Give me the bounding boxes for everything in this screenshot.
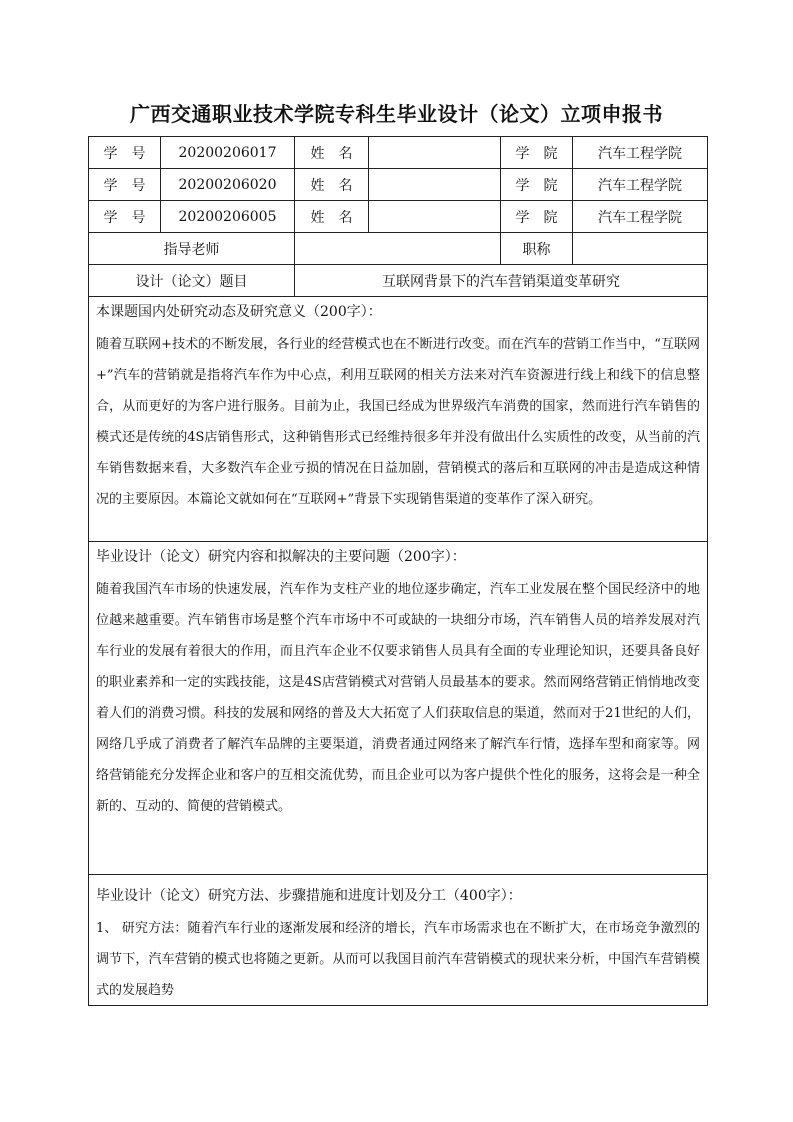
application-form-table xyxy=(88,136,708,1006)
student-row-3 xyxy=(89,201,708,233)
section-body[interactable]: 随着我国汽车市场的快速发展，汽车作为支柱产业的地位逐步确定，汽车工业发展在整个国民经济中的地位越来越重要。汽车销售市场是整个汽车市场中不可或缺的一块细分市场，汽车销售人员的培养发展对汽车行业的发展有着很大的作用，而且汽车企业不仅要求销售人员具有全面的专业理论知识，还要具备良好的职业素养和一定的实践技能，这是4S店营销模式对营销人员最基本的要求。然而网络营销正悄悄地改变着人们的消费习惯。科技的发展和网络的普及大大拓宽了人们获取信息的渠道，然而对于21世纪的人们，网络几乎成了消费者了解汽车品牌的主要渠道，消费者通过网络来了解汽车行情，选择车型和商家等。网络营销能充分发挥企业和客户的互相交流优势，而且企业可以为客户提供个性化的服务，这将会是一种全新的、互动的、简便的营销模式。 xyxy=(96,582,700,814)
college-value[interactable]: 汽车工程学院 xyxy=(573,137,708,169)
page-title: 广西交通职业技术学院专科生毕业设计（论文）立项申报书 xyxy=(130,102,663,126)
section-heading: 毕业设计（论文）研究内容和拟解决的主要问题（200字）： xyxy=(96,549,466,565)
student-id-value[interactable]: 20200206020 xyxy=(161,169,295,201)
student-id-value[interactable]: 20200206005 xyxy=(161,201,295,233)
rank-value[interactable] xyxy=(573,233,708,265)
section-heading: 本课题国内处研究动态及研究意义（200字）： xyxy=(96,304,382,320)
college-label: 学 院 xyxy=(501,169,573,201)
student-id-label: 学 号 xyxy=(89,169,161,201)
student-name-label: 姓 名 xyxy=(295,137,369,169)
advisor-row xyxy=(89,233,708,265)
section-body[interactable]: 随着互联网+技术的不断发展，各行业的经营模式也在不断进行改变。而在汽车的营销工作当中，“互联网+”汽车的营销就是指将汽车作为中心点，利用互联网的相关方法来对汽车资源进行线上和线下的信息整合，从而更好的为客户进行服务。目前为止，我国已经成为世界级汽车消费的国家，然而进行汽车销售的模式还是传统的4S店销售形式，这种销售形式已经维持很多年并没有做出什么实质性的改变，从当前的汽车销售数据来看，大多数汽车企业亏损的情况在日益加剧，营销模式的落后和互联网的冲击是造成这种情况的主要原因。本篇论文就如何在“互联网+”背景下实现销售渠道的变革作了深入研究。 xyxy=(96,337,700,507)
topic-label: 设计（论文）题目 xyxy=(89,265,295,297)
student-name-value[interactable] xyxy=(369,201,501,233)
section-research-method xyxy=(89,875,708,1006)
section-heading: 毕业设计（论文）研究方法、步骤措施和进度计划及分工（400字）： xyxy=(96,888,522,904)
college-label: 学 院 xyxy=(501,201,573,233)
college-value[interactable]: 汽车工程学院 xyxy=(573,169,708,201)
student-name-value[interactable] xyxy=(369,137,501,169)
student-name-label: 姓 名 xyxy=(295,201,369,233)
student-name-value[interactable] xyxy=(369,169,501,201)
college-value[interactable]: 汽车工程学院 xyxy=(573,201,708,233)
student-id-label: 学 号 xyxy=(89,137,161,169)
topic-row xyxy=(89,265,708,297)
student-name-label: 姓 名 xyxy=(295,169,369,201)
section-research-status xyxy=(89,297,708,542)
section-research-content xyxy=(89,542,708,875)
section-body[interactable]: 1、 研究方法：随着汽车行业的逐渐发展和经济的增长，汽车市场需求也在不断扩大，在市场竞争激烈的调节下，汽车营销的模式也将随之更新。从而可以我国目前汽车营销模式的现状来分析，中国汽车营销模式的发展趋势 xyxy=(96,921,700,998)
student-row-2 xyxy=(89,169,708,201)
rank-label: 职称 xyxy=(501,233,573,265)
student-id-value[interactable]: 20200206017 xyxy=(161,137,295,169)
advisor-value[interactable] xyxy=(295,233,501,265)
topic-value[interactable]: 互联网背景下的汽车营销渠道变革研究 xyxy=(295,265,708,297)
student-row-1 xyxy=(89,137,708,169)
college-label: 学 院 xyxy=(501,137,573,169)
advisor-label: 指导老师 xyxy=(89,233,295,265)
student-id-label: 学 号 xyxy=(89,201,161,233)
